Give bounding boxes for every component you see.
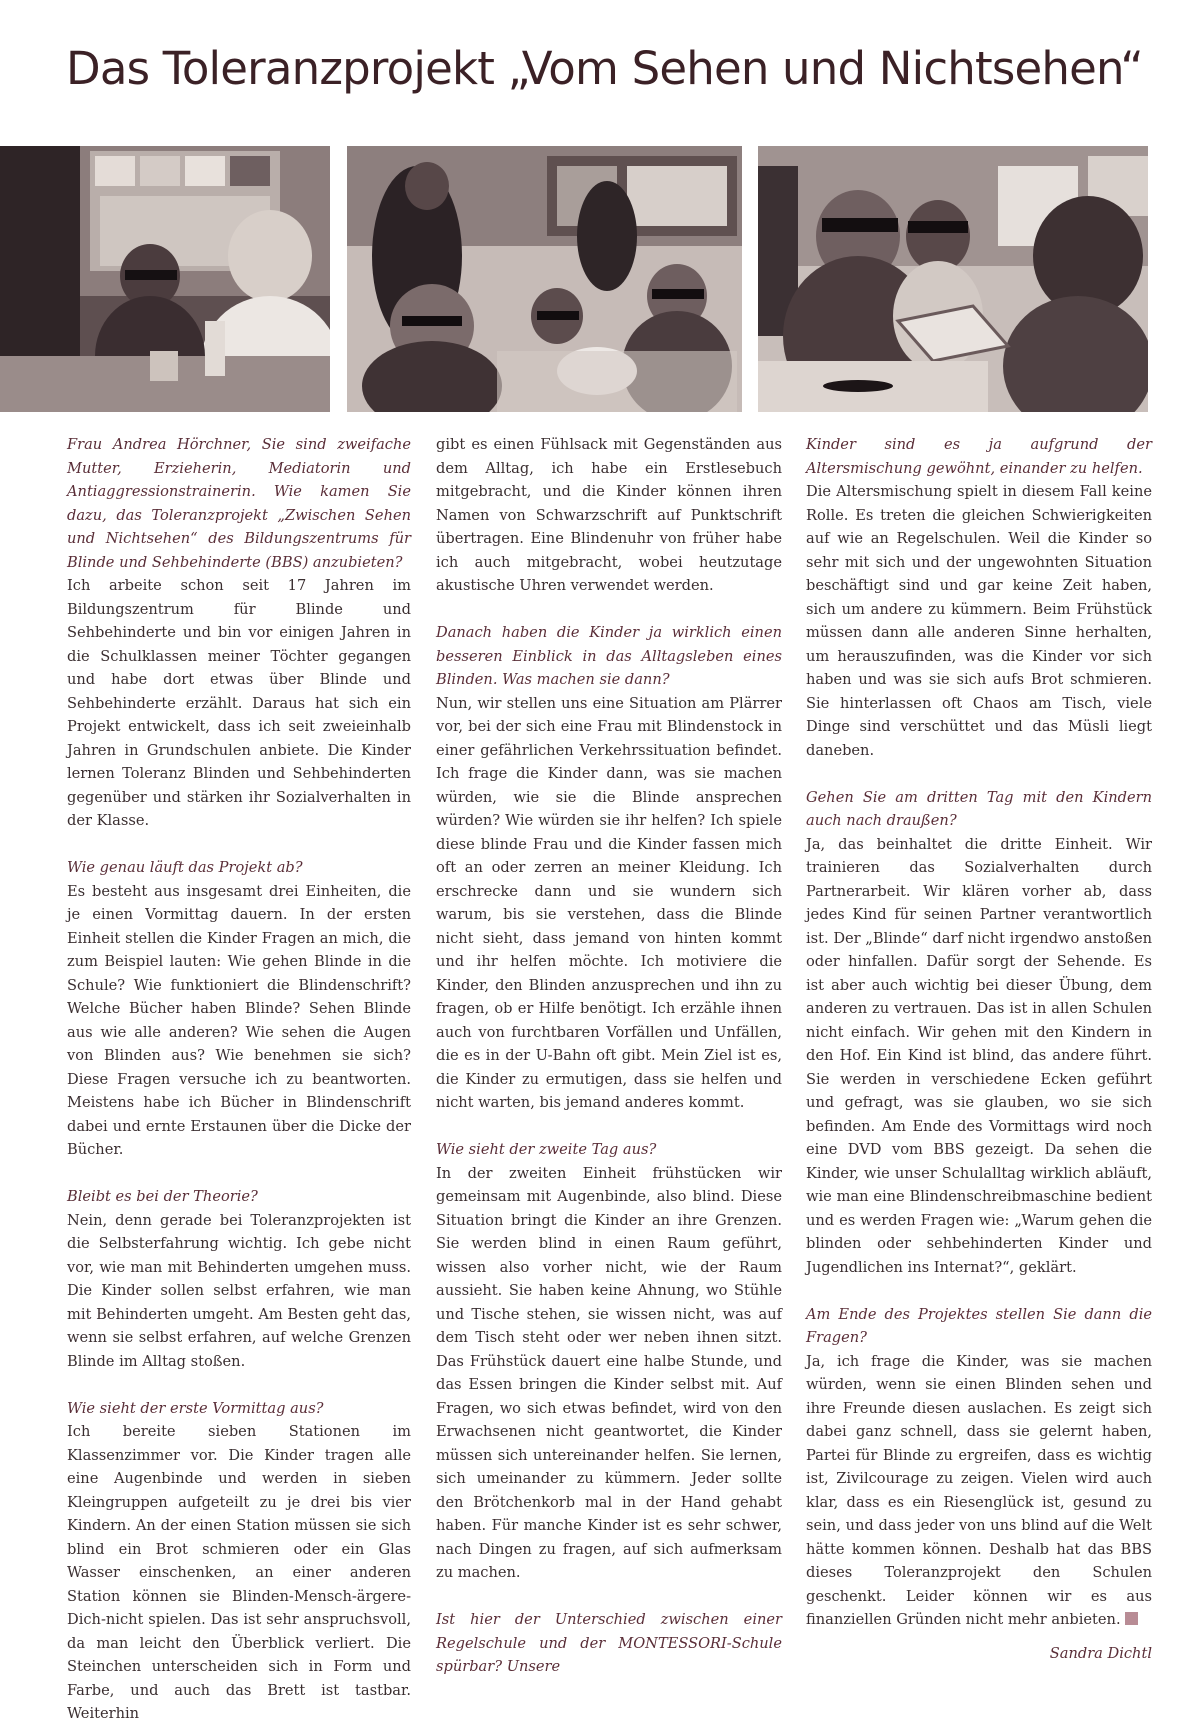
photo-classroom-blindfold <box>0 146 330 412</box>
author-signature: Sandra Dichtl <box>1049 1644 1152 1662</box>
answer-second-day: In der zweiten Einheit frühstücken wir gemeinsam mit Augenbinde, also blind. Diese Situation bringt die Kinder an ihre Grenzen. Sie werden blind in einen Raum geführt, wissen also vorher nicht, wie der Raum aussieht. Sie haben keine Ahnung, wo Stühle und Tische stehen, sie wissen nicht, was auf dem Tisch steht oder wer neben ihnen sitzt. Das Frühstück dauert eine halbe Stunde, und das Essen bringen die Kinder selbst mit. Auf Fragen, wo sich etwas befindet, wird von den Erwachsenen nicht geantwortet, die Kinder müssen sich untereinander helfen. Sie lernen, sich umeinander zu kümmern. Jeder sollte den Brötchenkorb mal in der Hand gehabt haben. Für manche Kinder ist es sehr schwer, nach Dingen zu fragen, auf sich aufmerksam zu machen. <box>436 1164 782 1581</box>
answer-after: Nun, wir stellen uns eine Situation am Plärrer vor, bei der sich eine Frau mit Blindenstock in einer gefährlichen Verkehrssituation befindet. Ich frage die Kinder dann, was sie machen würden, wie sie die Blinde ansprechen würden? Wie würden sie ihr helfen? Ich spiele diese blinde Frau und die Kinder fassen mich oft an oder zerren an meiner Kleidung. Ich erschrecke dann und sie wundern sich warum, bis sie verstehen, dass die Blinde nicht sieht, dass jemand von hinten kommt und ihr helfen möchte. Ich motiviere die Kinder, den Blinden anzusprechen und ihn zu fragen, ob er Hilfe benötigt. Ich erzähle ihnen auch von furchtbaren Vorfällen und Unfällen, die es in der U-Bahn oft gibt. Mein Ziel ist es, die Kinder zu ermutigen, dass sie helfen und nicht warten, bis jemand anderes kommt. <box>436 694 782 1111</box>
question-first-morning: Wie sieht der erste Vormittag aus? <box>67 1399 324 1417</box>
question-third-day: Gehen Sie am dritten Tag mit den Kindern auch nach draußen? <box>806 788 1152 829</box>
question-montessori-continued: Kinder sind es ja aufgrund der Altersmischung gewöhnt, einander zu helfen. <box>806 436 1152 477</box>
question-procedure: Wie genau läuft das Projekt ab? <box>67 859 303 876</box>
question-profile: Frau Andrea Hörchner, Sie sind zweifache Mutter, Erzieherin, Mediatorin und Antiaggressionstrainerin. Wie kamen Sie dazu, das Toleranzprojekt „Zwischen Sehen und Nichtsehen“ des Bildungszentrums für Blinde und Sehbehinderte (BBS) anzubieten? <box>67 436 411 571</box>
question-montessori: Ist hier der Unterschied zwischen einer Regelschule und der MONTESSORI-Schule spürbar? Unsere <box>436 1611 782 1675</box>
question-project-end: Am Ende des Projektes stellen Sie dann die Fragen? <box>806 1305 1152 1346</box>
photo-children-playing <box>347 146 742 412</box>
end-square-icon <box>1125 1612 1138 1625</box>
question-after: Danach haben die Kinder ja wirklich einen besseren Einblick in das Alltagsleben eines Blinden. Was machen sie dann? <box>436 624 782 688</box>
answer-project-end <box>806 1350 1152 1632</box>
question-theory: Bleibt es bei der Theorie? <box>67 1188 258 1205</box>
answer-third-day: Ja, das beinhaltet die dritte Einheit. Wir trainieren das Sozialverhalten durch Partnerarbeit. Wir klären vorher ab, dass jedes Kind für seinen Partner verantwortlich ist. Der „Blinde“ darf nicht irgendwo anstoßen oder hinfallen. Dafür sorgt der Sehende. Es ist aber auch wichtig bei dieser Übung, dem anderen zu vertrauen. Das ist in allen Schulen nicht einfach. Wir gehen mit den Kindern in den Hof. Ein Kind ist blind, das andere führt. Sie werden in verschiedene Ecken geführt und gefragt, was sie glauben, wo sie sich befinden. Am Ende des Vormittags wird noch eine DVD vom BBS gezeigt. Da sehen die Kinder, wie unser Schulalltag wirklich abläuft, wie man eine Blindenschreibmaschine bedient und es werden Fragen wie: „Warum gehen die blinden oder sehbehinderten Kinder und Jugendlichen ins Internat?“, geklärt. <box>806 835 1152 1276</box>
article-title: Das Toleranzprojekt „Vom Sehen und Nichtsehen“ <box>66 42 1143 95</box>
answer-first-morning-continued: gibt es einen Fühlsack mit Gegenständen aus dem Alltag, ich habe ein Erstlesebuch mitgebracht, und die Kinder können ihren Namen von Schwarzschrift auf Punktschrift übertragen. Eine Blindenuhr von früher habe ich auch mitgebracht, wobei heutzutage akustische Uhren verwendet werden. <box>436 436 782 594</box>
answer-theory: Nein, denn gerade bei Toleranzprojekten ist die Selbsterfahrung wichtig. Ich gebe nicht vor, wie man mit Behinderten umgehen muss. Die Kinder sollen selbst erfahren, wie man mit Behinderten umgeht. Am Besten geht das, wenn sie selbst erfahren, auf welche Grenzen Blinde im Alltag stoßen. <box>67 1211 411 1370</box>
column-2 <box>436 433 782 1679</box>
answer-first-morning: Ich bereite sieben Stationen im Klassenzimmer vor. Die Kinder tragen alle eine Augenbinde und werden in sieben Kleingruppen aufgeteilt zu je drei bis vier Kindern. An der einen Station müssen sie sich blind ein Brot schmieren oder ein Glas Wasser einschenken, an einer anderen Station können sie Blinden-Mensch-ärgere-Dich-nicht spielen. Das ist sehr anspruchsvoll, da man leicht den Überblick verliert. Die Steinchen unterscheiden sich in Form und Farbe, und auch das Brett ist tastbar. Weiterhin <box>67 1423 411 1722</box>
answer-project-end-text: Ja, ich frage die Kinder, was sie machen würden, wenn sie einen Blinden sehen und ihre Freunde diesen auslachen. Es zeigt sich dabei ganz schnell, dass sie gelernt haben, Partei für Blinde zu ergreifen, dass es wichtig ist, Zivilcourage zu zeigen. Vielen wird auch klar, dass es ein Riesenglück ist, gesund zu sein, und dass jeder von uns blind auf die Welt hätte kommen können. Deshalb hat das BBS dieses Toleranzprojekt den Schulen geschenkt. Leider können wir es aus finanziellen Gründen nicht mehr anbieten. <box>806 1352 1152 1628</box>
photo-board-game <box>758 146 1148 412</box>
column-3 <box>806 433 1152 1665</box>
answer-procedure: Es besteht aus insgesamt drei Einheiten, die je einen Vormittag dauern. In der ersten Einheit stellen die Kinder Fragen an mich, die zum Beispiel lauten: Wie gehen Blinde in die Schule? Wie funktioniert die Blindenschrift? Welche Bücher haben Blinde? Sehen Blinde aus wie alle anderen? Wie sehen die Augen von Blinden aus? Wie benehmen sie sich? Diese Fragen versuche ich zu beantworten. Meistens habe ich Bücher in Blindenschrift dabei und ernte Erstaunen über die Dicke der Bücher. <box>67 882 411 1158</box>
question-second-day: Wie sieht der zweite Tag aus? <box>436 1141 657 1158</box>
column-1 <box>67 433 411 1726</box>
answer-montessori: Die Altersmischung spielt in diesem Fall keine Rolle. Es treten die gleichen Schwierigkeiten auf wie an Regelschulen. Weil die Kinder so sehr mit sich und der ungewohnten Situation beschäftigt sind und gar keine Zeit haben, sich um andere zu kümmern. Beim Frühstück müssen dann alle anderen Sinne herhalten, um herauszufinden, was die Kinder vor sich haben und was sie sich aufs Brot schmieren. Sie hinterlassen oft Chaos am Tisch, viele Dinge sind verschüttet und das Müsli liegt daneben. <box>806 483 1152 759</box>
answer-profile: Ich arbeite schon seit 17 Jahren im Bildungszentrum für Blinde und Sehbehinderte und bin vor einigen Jahren in die Schulklassen meiner Töchter gegangen und habe dort etwas über Blinde und Sehbehinderte erzählt. Daraus hat sich ein Projekt entwickelt, dass ich seit zweieinhalb Jahren in Grundschulen anbiete. Die Kinder lernen Toleranz Blinden und Sehbehinderten gegenüber und stärken ihr Sozialverhalten in der Klasse. <box>67 577 411 829</box>
